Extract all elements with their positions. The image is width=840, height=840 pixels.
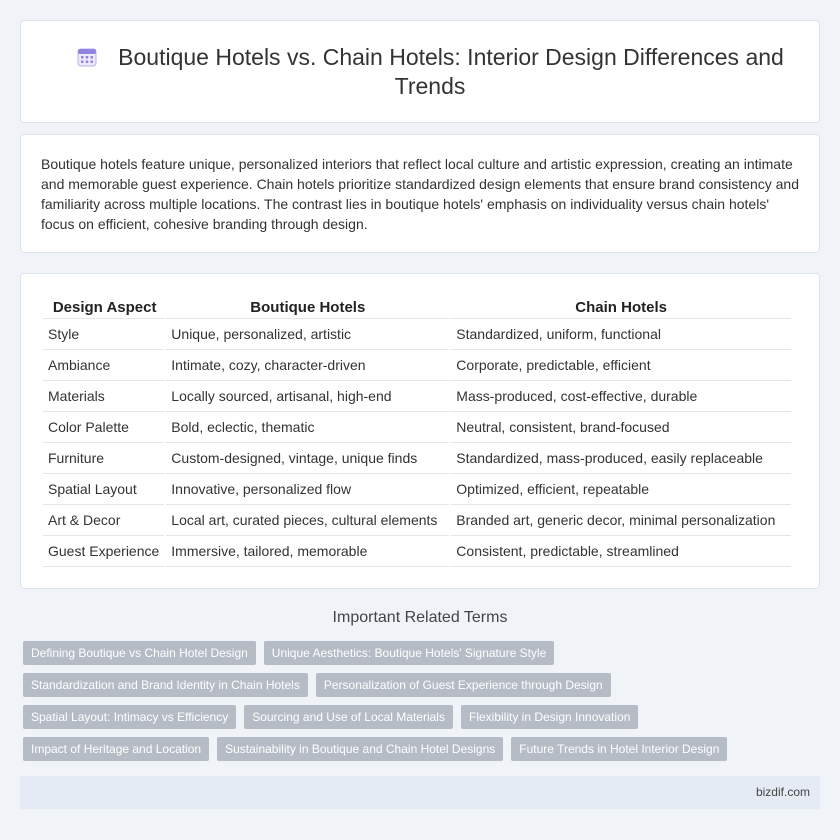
calendar-icon [76, 46, 98, 68]
table-cell: Consistent, predictable, streamlined [450, 535, 791, 566]
intro-card [20, 134, 820, 253]
table-row [43, 318, 791, 349]
table-cell: Custom-designed, vintage, unique finds [165, 442, 450, 473]
table-row [43, 411, 791, 442]
comparison-table-card [20, 273, 820, 589]
table-cell: Innovative, personalized flow [165, 473, 450, 504]
table-cell: Unique, personalized, artistic [165, 318, 450, 349]
table-cell: Local art, curated pieces, cultural elements [165, 504, 450, 535]
related-term-tag[interactable]: Defining Boutique vs Chain Hotel Design [23, 641, 256, 665]
header-card [20, 20, 820, 123]
related-term-tag[interactable]: Impact of Heritage and Location [23, 737, 209, 761]
table-header-row [43, 298, 791, 318]
table-cell: Guest Experience [43, 535, 165, 566]
related-term-tag[interactable]: Future Trends in Hotel Interior Design [511, 737, 727, 761]
related-term-tag[interactable]: Sustainability in Boutique and Chain Hotel Designs [217, 737, 503, 761]
table-cell: Materials [43, 380, 165, 411]
tag-row [23, 673, 813, 697]
page-title [61, 43, 799, 101]
column-header: Design Aspect [43, 298, 165, 318]
page-title-text: Boutique Hotels vs. Chain Hotels: Interior Design Differences and Trends [118, 44, 784, 99]
intro-paragraph: Boutique hotels feature unique, personalized interiors that reflect local culture and artistic expression, creating an intimate and memorable guest experience. Chain hotels prioritize standardized design elements that ensure brand consistency and familiarity across multiple locations. The contrast lies in boutique hotels' emphasis on individuality versus chain hotels' focus on efficient, cohesive branding through design. [41, 156, 800, 232]
table-row [43, 380, 791, 411]
related-terms-list [23, 641, 813, 769]
table-cell: Color Palette [43, 411, 165, 442]
table-cell: Immersive, tailored, memorable [165, 535, 450, 566]
related-term-tag[interactable]: Personalization of Guest Experience through Design [316, 673, 611, 697]
table-cell: Locally sourced, artisanal, high-end [165, 380, 450, 411]
table-cell: Optimized, efficient, repeatable [450, 473, 791, 504]
table-cell: Standardized, mass-produced, easily replaceable [450, 442, 791, 473]
table-row [43, 535, 791, 566]
column-header: Chain Hotels [450, 298, 791, 318]
table-row [43, 504, 791, 535]
tag-row [23, 641, 813, 665]
footer [20, 776, 820, 809]
table-cell: Furniture [43, 442, 165, 473]
table-row [43, 442, 791, 473]
table-cell: Ambiance [43, 349, 165, 380]
footer-site-link[interactable]: bizdif.com [755, 785, 810, 799]
table-cell: Branded art, generic decor, minimal personalization [450, 504, 791, 535]
table-cell: Bold, eclectic, thematic [165, 411, 450, 442]
table-row [43, 349, 791, 380]
related-term-tag[interactable]: Standardization and Brand Identity in Chain Hotels [23, 673, 308, 697]
related-term-tag[interactable]: Spatial Layout: Intimacy vs Efficiency [23, 705, 236, 729]
tag-row [23, 705, 813, 729]
title-wrap [61, 43, 799, 101]
table-cell: Art & Decor [43, 504, 165, 535]
table-cell: Neutral, consistent, brand-focused [450, 411, 791, 442]
column-header: Boutique Hotels [165, 298, 450, 318]
table-cell: Corporate, predictable, efficient [450, 349, 791, 380]
table-cell: Intimate, cozy, character-driven [165, 349, 450, 380]
related-terms-heading: Important Related Terms [332, 609, 508, 626]
related-term-tag[interactable]: Sourcing and Use of Local Materials [244, 705, 453, 729]
table-cell: Style [43, 318, 165, 349]
comparison-table [43, 298, 791, 567]
table-row [43, 473, 791, 504]
table-cell: Spatial Layout [43, 473, 165, 504]
tag-row [23, 737, 813, 761]
table-cell: Mass-produced, cost-effective, durable [450, 380, 791, 411]
related-term-tag[interactable]: Flexibility in Design Innovation [461, 705, 638, 729]
related-term-tag[interactable]: Unique Aesthetics: Boutique Hotels' Signature Style [264, 641, 554, 665]
table-cell: Standardized, uniform, functional [450, 318, 791, 349]
